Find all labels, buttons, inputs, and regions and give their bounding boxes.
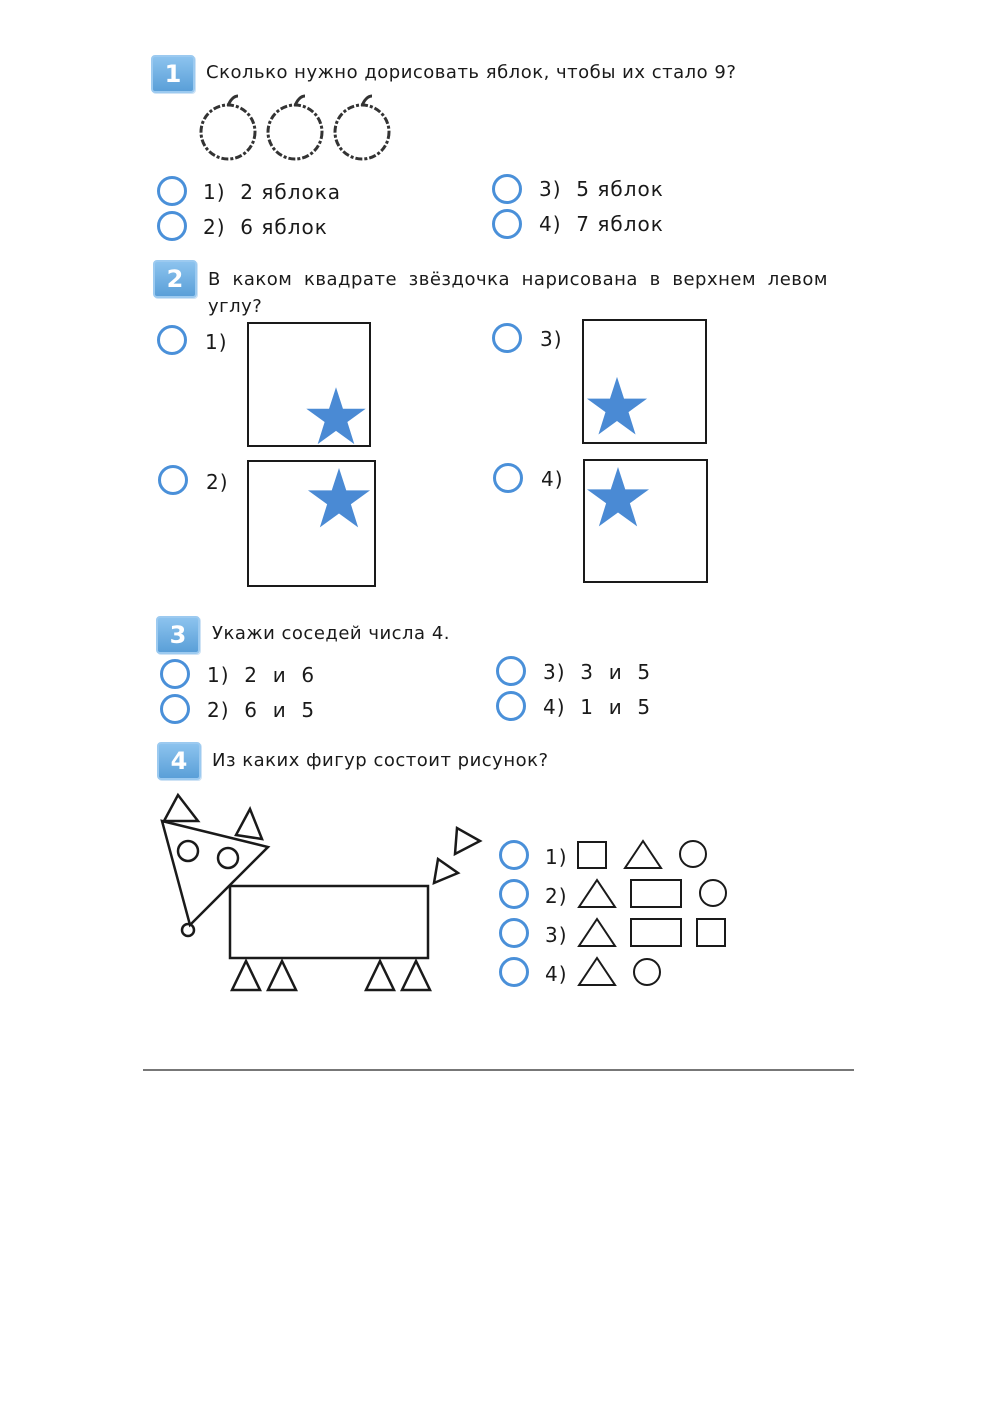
q1-option-2-radio[interactable] — [157, 211, 187, 241]
triangle-icon — [579, 958, 615, 985]
triangle-icon — [579, 919, 615, 946]
question-1-text: Сколько нужно дорисовать яблок, чтобы их стало 9? — [206, 62, 737, 83]
square-icon — [697, 919, 725, 946]
q4-option-3-label: 3) — [545, 923, 568, 947]
q2-square-1 — [247, 322, 371, 447]
q3-option-2-label: 2) 6 и 5 — [207, 698, 316, 722]
apples-illustration — [190, 92, 400, 164]
fox-figure — [150, 785, 490, 1000]
q3-option-1-label: 1) 2 и 6 — [207, 663, 316, 687]
q4-option-4-shapes — [575, 954, 675, 988]
q3-option-2-radio[interactable] — [160, 694, 190, 724]
fox-leg-triangle — [402, 961, 430, 990]
fox-leg-triangle — [366, 961, 394, 990]
q4-option-3-radio[interactable] — [499, 918, 529, 948]
star-icon — [585, 375, 649, 437]
q2-square-2 — [247, 460, 376, 587]
page-divider — [143, 1069, 854, 1071]
fox-ear-triangle — [164, 795, 198, 821]
circle-icon — [634, 959, 660, 985]
question-2-badge: 2 — [153, 260, 197, 298]
circle-icon — [700, 880, 726, 906]
triangle-icon — [625, 841, 661, 868]
star-icon — [306, 466, 372, 530]
q4-option-1-label: 1) — [545, 845, 568, 869]
q2-option-3-label: 3) — [540, 327, 563, 351]
q3-option-4-label: 4) 1 и 5 — [543, 695, 652, 719]
q4-option-4-radio[interactable] — [499, 957, 529, 987]
q4-option-1-shapes — [575, 838, 715, 870]
q2-option-4-label: 4) — [541, 467, 564, 491]
apple-icon — [201, 96, 255, 159]
apple-icon — [335, 96, 389, 159]
q2-option-2-radio[interactable] — [158, 465, 188, 495]
q2-option-1-radio[interactable] — [157, 325, 187, 355]
q2-option-3-radio[interactable] — [492, 323, 522, 353]
q3-option-3-radio[interactable] — [496, 656, 526, 686]
triangle-icon — [579, 880, 615, 907]
square-icon — [578, 842, 606, 868]
rectangle-icon — [631, 919, 681, 946]
q2-option-4-radio[interactable] — [493, 463, 523, 493]
fox-tail-triangle — [455, 828, 480, 854]
fox-eye-circle — [178, 841, 198, 861]
q1-option-3-label: 3) 5 яблок — [539, 177, 664, 201]
q4-option-3-shapes — [575, 915, 735, 949]
fox-eye-circle — [218, 848, 238, 868]
question-4-text: Из каких фигур состоит рисунок? — [212, 750, 549, 771]
q1-option-3-radio[interactable] — [492, 174, 522, 204]
q3-option-3-label: 3) 3 и 5 — [543, 660, 652, 684]
q1-option-4-radio[interactable] — [492, 209, 522, 239]
q4-option-2-radio[interactable] — [499, 879, 529, 909]
circle-icon — [680, 841, 706, 867]
q3-option-1-radio[interactable] — [160, 659, 190, 689]
q4-option-1-radio[interactable] — [499, 840, 529, 870]
fox-nose-circle — [182, 924, 194, 936]
question-3-text: Укажи соседей числа 4. — [212, 623, 450, 644]
q1-option-2-label: 2) 6 яблок — [203, 215, 328, 239]
q4-option-4-label: 4) — [545, 962, 568, 986]
q1-option-1-label: 1) 2 яблока — [203, 180, 342, 204]
q1-option-1-radio[interactable] — [157, 176, 187, 206]
question-1-badge: 1 — [151, 55, 195, 93]
q4-option-2-label: 2) — [545, 884, 568, 908]
q2-option-1-label: 1) — [205, 330, 228, 354]
q3-option-4-radio[interactable] — [496, 691, 526, 721]
star-icon — [585, 465, 651, 529]
rectangle-icon — [631, 880, 681, 907]
fox-leg-triangle — [232, 961, 260, 990]
question-2-text: В каком квадрате звёздочка нарисована в верхнем левом углу? — [208, 269, 828, 317]
apple-icon — [268, 96, 322, 159]
q4-option-2-shapes — [575, 876, 735, 910]
fox-body-rectangle — [230, 886, 428, 958]
question-3-badge: 3 — [156, 616, 200, 654]
q2-square-3 — [582, 319, 707, 444]
q1-option-4-label: 4) 7 яблок — [539, 212, 664, 236]
fox-ear-triangle — [236, 809, 262, 839]
fox-tail-triangle — [434, 859, 458, 883]
star-icon — [304, 386, 368, 446]
q2-option-2-label: 2) — [206, 470, 229, 494]
fox-leg-triangle — [268, 961, 296, 990]
question-4-badge: 4 — [157, 742, 201, 780]
q2-square-4 — [583, 459, 708, 583]
